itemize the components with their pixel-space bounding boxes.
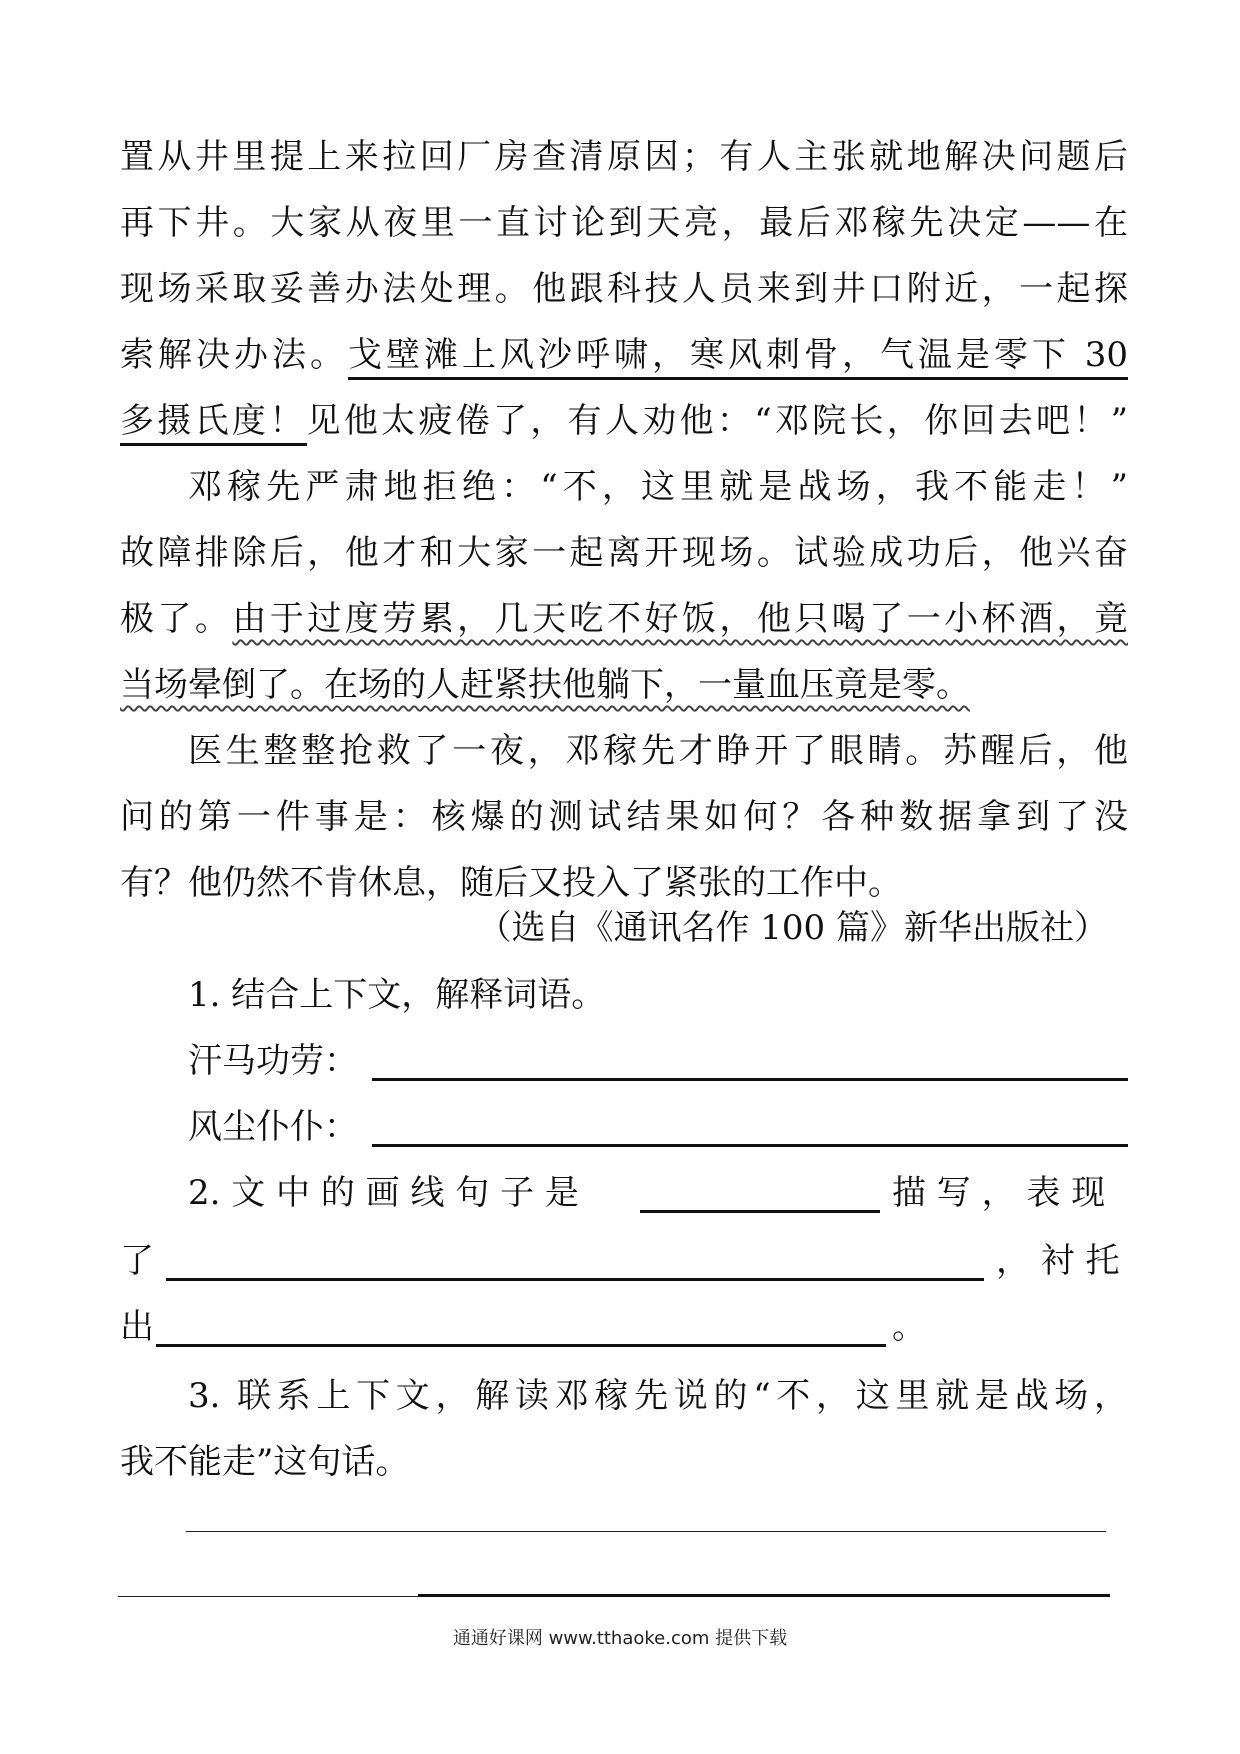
- passage-line: [120, 599, 1128, 639]
- wavy-underlined-sentence: 由于过度劳累，几天吃不好饭，他只喝了一小杯酒，竟: [232, 599, 1129, 639]
- answer-line[interactable]: [418, 1594, 1110, 1597]
- question-1-term-1: 汗马功劳：: [188, 1041, 358, 1081]
- passage-line: [120, 335, 1128, 375]
- answer-line[interactable]: [186, 1531, 1106, 1532]
- passage-line: 再下井。大家从夜里一直讨论到天亮，最后邓稼先决定——在: [120, 203, 1128, 243]
- answer-blank[interactable]: [372, 1144, 1128, 1147]
- passage-source: （选自《通讯名作 100 篇》新华出版社）: [477, 908, 1108, 948]
- passage-line: [120, 665, 1128, 705]
- footer-text: 通通好课网 www.tthaoke.com 提供下载: [452, 1628, 788, 1649]
- wavy-underlined-sentence: 当场晕倒了。在场的人赶紧扶他躺下，一量血压竟是零。: [120, 665, 970, 705]
- passage-text: 极了。: [120, 599, 233, 639]
- question-2-text: ， 衬 托: [996, 1241, 1120, 1281]
- answer-blank[interactable]: [372, 1078, 1128, 1081]
- question-3-text: 我不能走”这句话。: [120, 1442, 410, 1482]
- question-2-text: 2. 文 中 的 画 线 句 子 是: [188, 1173, 579, 1213]
- question-1-term-2: 风尘仆仆：: [188, 1107, 358, 1147]
- passage-text: 索解决办法。: [120, 335, 348, 375]
- passage-line: 故障排除后，他才和大家一起离开现场。试验成功后，他兴奋: [120, 533, 1128, 573]
- underlined-sentence: 多摄氏度！: [120, 401, 307, 446]
- passage-line: 医生整整抢救了一夜，邓稼先才睁开了眼睛。苏醒后，他: [188, 731, 1128, 771]
- passage-text: 见他太疲倦了，有人劝他：“邓院长，你回去吧！”: [306, 401, 1129, 441]
- question-3-text: 3. 联系上下文，解读邓稼先说的“不，这里就是战场，: [188, 1376, 1128, 1416]
- question-2-text: 描 写 ， 表 现: [892, 1173, 1106, 1213]
- passage-line: 邓稼先严肃地拒绝：“不，这里就是战场，我不能走！”: [188, 467, 1128, 507]
- passage-line: 置从井里提上来拉回厂房查清原因；有人主张就地解决问题后: [120, 137, 1128, 177]
- question-2-text: 。: [892, 1307, 926, 1347]
- question-2-text: 出: [120, 1307, 154, 1347]
- question-1-title: 1. 结合上下文，解释词语。: [188, 975, 606, 1015]
- passage-line: 现场采取妥善办法处理。他跟科技人员来到井口附近，一起探: [120, 269, 1128, 309]
- answer-blank[interactable]: [166, 1278, 984, 1281]
- underlined-sentence: 戈壁滩上风沙呼啸，寒风刺骨，气温是零下 30: [348, 335, 1128, 380]
- passage-line: 问的第一件事是：核爆的测试结果如何？各种数据拿到了没: [120, 797, 1128, 837]
- passage-line: [120, 401, 1128, 441]
- answer-line[interactable]: [118, 1596, 418, 1597]
- question-2-text: 了: [120, 1241, 154, 1281]
- passage-line: 有？他仍然不肯休息，随后又投入了紧张的工作中。: [120, 863, 902, 903]
- answer-blank[interactable]: [640, 1210, 880, 1213]
- answer-blank[interactable]: [156, 1344, 886, 1347]
